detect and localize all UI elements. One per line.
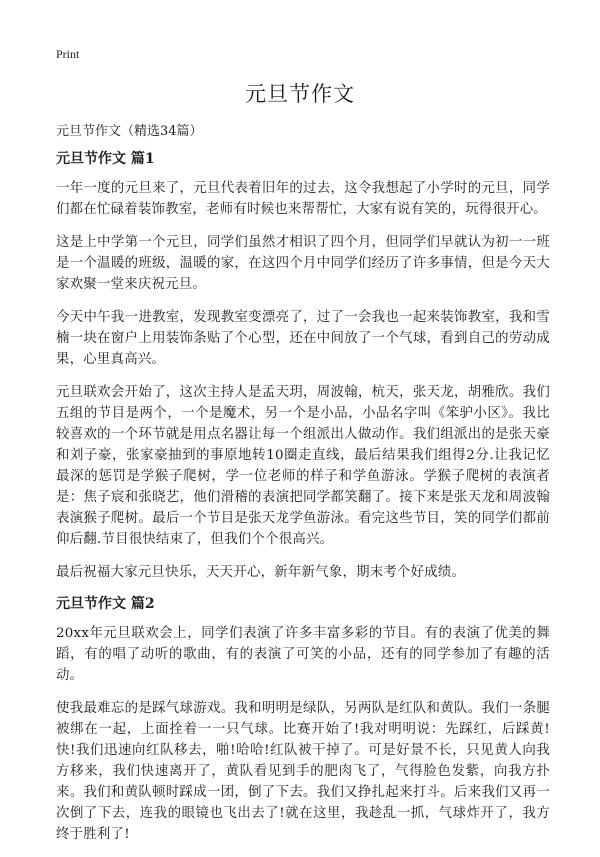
- print-link[interactable]: Print: [56, 47, 80, 61]
- section-heading: 元旦节作文 篇2: [56, 596, 155, 612]
- essay-section-2: [56, 595, 550, 845]
- essay-section-1: [56, 150, 550, 583]
- paragraph: 今天中午我一进教室，发现教室变漂亮了，过了一会我也一起来装饰教室，我和雪楠一块在窗户上用装饰条贴了个心型，还在中间放了一个气球，看到自己的劳动成果，心里真高兴。: [56, 310, 550, 367]
- paragraph: 使我最难忘的是踩气球游戏。我和明明是绿队，另两队是红队和黄队。我们一条腿被绑在一起，上面拴着一一只气球。比赛开始了!我对明明说：先踩红，后踩黄!快!我们迅速向红队移去，啪!哈哈!红队被干掉了。可是好景不长，只见黄人向我方移来，我们快速离开了，黄队看见到手的肥肉飞了，气得脸色发紫，向我方扑来。我们和黄队顿时踩成一团，倒了下去。我们又挣扎起来打斗。后来我们又再一次倒了下去，连我的眼镜也飞出去了!就在这里，我趁乱一抓，气球炸开了，我方终于胜利了!: [56, 701, 550, 842]
- document-title: 元旦节作文: [245, 82, 355, 106]
- section-heading: 元旦节作文 篇1: [56, 151, 155, 167]
- paragraph: 元旦联欢会开始了，这次主持人是孟天玥，周波翰，杭天，张天龙，胡雅欣。我们五组的节目是两个，一个是魔术，另一个是小品，小品名字叫《笨驴小区》。我比较喜欢的一个环节就是用点名器让每一个组派出人做动作。我们组派出的是张天豪和刘子豪，张家豪抽到的事原地转10圈走直线，最后结果我们组得2分.让我记忆最深的惩罚是学猴子爬树，学一位老师的样子和学鱼游泳。学猴子爬树的表演者是：焦子宸和张晓艺，他们滑稽的表演把同学都笑翻了。接下来是张天龙和周波翰表演猴子爬树。最后一个节目是张天龙学鱼游泳。看完这些节目，笑的同学们都前仰后翻.节目很快结束了，但我们个个很高兴。: [56, 385, 550, 547]
- article-body: [56, 150, 550, 857]
- paragraph: 最后祝福大家元旦快乐，天天开心，新年新气象，期末考个好成绩。: [56, 565, 466, 580]
- paragraph: 20xx年元旦联欢会上，同学们表演了许多丰富多彩的节目。有的表演了优美的舞蹈，有的唱了动听的歌曲，有的表演了可笑的小品，还有的同学参加了有趣的活动。: [56, 626, 550, 683]
- paragraph: 一年一度的元旦来了，元旦代表着旧年的过去，这令我想起了小学时的元旦，同学们都在忙碌着装饰教室，老师有时候也来帮帮忙，大家有说有笑的，玩得很开心。: [56, 181, 550, 217]
- paragraph: 这是上中学第一个元旦，同学们虽然才相识了四个月，但同学们早就认为初一一班是一个温暖的班级，温暖的家，在这四个月中同学们经历了许多事情，但是今天大家欢聚一堂来庆祝元旦。: [56, 235, 550, 292]
- document-subtitle: 元旦节作文（精选34篇）: [56, 124, 203, 139]
